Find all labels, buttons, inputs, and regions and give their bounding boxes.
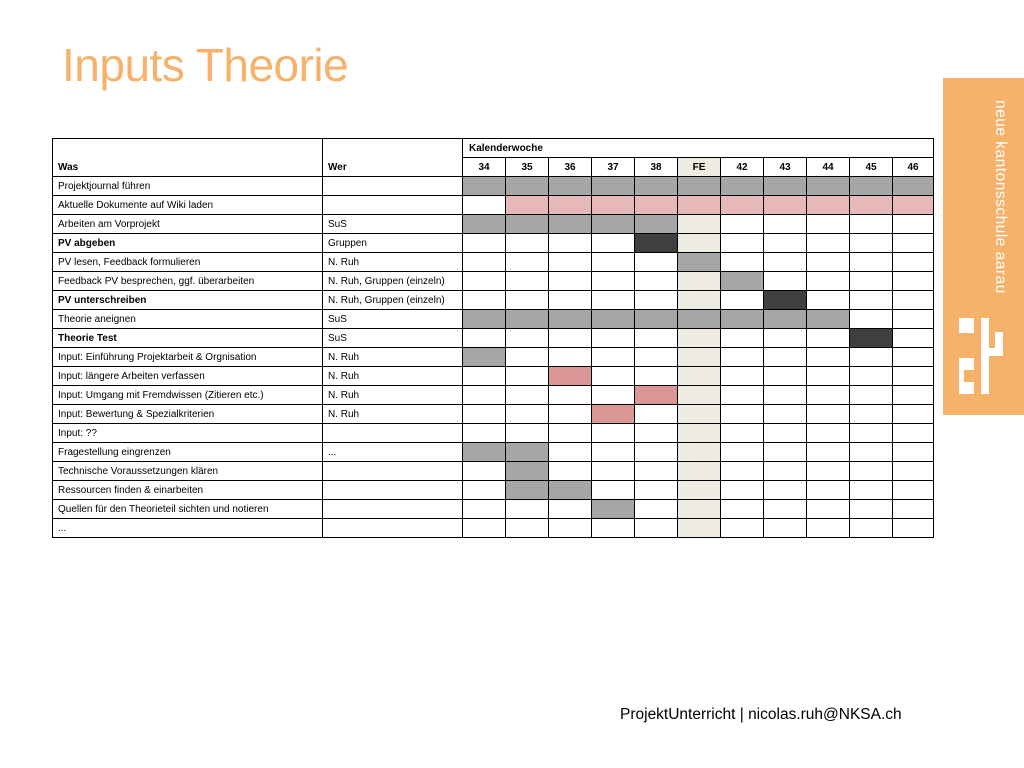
week-cell-42 xyxy=(721,424,764,443)
week-cell-36 xyxy=(549,462,592,481)
week-cell-38 xyxy=(635,253,678,272)
week-cell-37 xyxy=(592,500,635,519)
week-cell-34 xyxy=(463,272,506,291)
week-cell-36 xyxy=(549,481,592,500)
week-cell-44 xyxy=(807,367,850,386)
week-cell-38 xyxy=(635,272,678,291)
week-cell-44 xyxy=(807,196,850,215)
week-cell-45 xyxy=(850,462,893,481)
school-badge xyxy=(943,78,1024,415)
owner-cell xyxy=(323,424,463,443)
week-cell-44 xyxy=(807,234,850,253)
week-cell-45 xyxy=(850,234,893,253)
week-cell-45 xyxy=(850,253,893,272)
week-cell-35 xyxy=(506,177,549,196)
week-cell-44 xyxy=(807,272,850,291)
week-cell-45 xyxy=(850,500,893,519)
week-cell-fe xyxy=(678,386,721,405)
task-cell: Input: Bewertung & Spezialkriterien xyxy=(53,405,323,424)
week-cell-46 xyxy=(893,196,934,215)
week-cell-38 xyxy=(635,177,678,196)
week-cell-43 xyxy=(764,272,807,291)
week-cell-34 xyxy=(463,310,506,329)
task-cell: PV lesen, Feedback formulieren xyxy=(53,253,323,272)
week-cell-fe xyxy=(678,310,721,329)
week-cell-37 xyxy=(592,386,635,405)
table-row xyxy=(53,196,934,215)
week-cell-35 xyxy=(506,405,549,424)
week-cell-34 xyxy=(463,481,506,500)
week-header-45: 45 xyxy=(850,158,893,177)
week-cell-44 xyxy=(807,405,850,424)
table-row xyxy=(53,424,934,443)
week-cell-46 xyxy=(893,481,934,500)
week-cell-35 xyxy=(506,234,549,253)
table-row xyxy=(53,234,934,253)
week-cell-37 xyxy=(592,253,635,272)
week-cell-43 xyxy=(764,500,807,519)
week-cell-45 xyxy=(850,405,893,424)
week-cell-43 xyxy=(764,348,807,367)
week-cell-35 xyxy=(506,367,549,386)
week-header-43: 43 xyxy=(764,158,807,177)
owner-cell: N. Ruh xyxy=(323,405,463,424)
week-cell-37 xyxy=(592,234,635,253)
week-cell-42 xyxy=(721,215,764,234)
week-cell-42 xyxy=(721,272,764,291)
week-cell-37 xyxy=(592,405,635,424)
column-header-wer: Wer xyxy=(323,139,463,177)
week-cell-36 xyxy=(549,348,592,367)
week-cell-35 xyxy=(506,462,549,481)
week-cell-42 xyxy=(721,462,764,481)
week-cell-34 xyxy=(463,253,506,272)
week-cell-36 xyxy=(549,291,592,310)
owner-cell xyxy=(323,500,463,519)
week-cell-35 xyxy=(506,310,549,329)
week-cell-45 xyxy=(850,310,893,329)
week-cell-45 xyxy=(850,177,893,196)
week-cell-43 xyxy=(764,443,807,462)
week-cell-43 xyxy=(764,405,807,424)
week-cell-36 xyxy=(549,177,592,196)
week-cell-fe xyxy=(678,462,721,481)
owner-cell: SuS xyxy=(323,310,463,329)
week-cell-42 xyxy=(721,196,764,215)
owner-cell: N. Ruh xyxy=(323,367,463,386)
week-cell-46 xyxy=(893,462,934,481)
week-cell-42 xyxy=(721,519,764,538)
week-cell-44 xyxy=(807,291,850,310)
week-cell-fe xyxy=(678,443,721,462)
owner-cell: N. Ruh xyxy=(323,348,463,367)
table-row xyxy=(53,500,934,519)
week-cell-fe xyxy=(678,519,721,538)
week-cell-34 xyxy=(463,519,506,538)
week-cell-37 xyxy=(592,481,635,500)
week-cell-34 xyxy=(463,386,506,405)
week-cell-46 xyxy=(893,215,934,234)
week-cell-38 xyxy=(635,424,678,443)
owner-cell: Gruppen xyxy=(323,234,463,253)
week-cell-34 xyxy=(463,215,506,234)
week-cell-35 xyxy=(506,272,549,291)
owner-cell: SuS xyxy=(323,329,463,348)
task-cell: Input: Einführung Projektarbeit & Orgnisation xyxy=(53,348,323,367)
week-cell-44 xyxy=(807,253,850,272)
slide-title: Inputs Theorie xyxy=(62,39,349,91)
week-cell-fe xyxy=(678,500,721,519)
school-name: neue kantonsschule aarau xyxy=(992,100,1009,294)
week-cell-36 xyxy=(549,253,592,272)
week-cell-36 xyxy=(549,329,592,348)
week-cell-46 xyxy=(893,367,934,386)
week-cell-44 xyxy=(807,424,850,443)
week-cell-44 xyxy=(807,500,850,519)
week-cell-36 xyxy=(549,215,592,234)
week-cell-35 xyxy=(506,386,549,405)
week-cell-38 xyxy=(635,405,678,424)
week-cell-44 xyxy=(807,348,850,367)
task-cell: Arbeiten am Vorprojekt xyxy=(53,215,323,234)
task-cell: ... xyxy=(53,519,323,538)
owner-cell xyxy=(323,196,463,215)
week-cell-43 xyxy=(764,196,807,215)
week-cell-38 xyxy=(635,196,678,215)
task-cell: Input: ?? xyxy=(53,424,323,443)
week-cell-34 xyxy=(463,348,506,367)
task-cell: Aktuelle Dokumente auf Wiki laden xyxy=(53,196,323,215)
task-cell: Ressourcen finden & einarbeiten xyxy=(53,481,323,500)
week-cell-36 xyxy=(549,367,592,386)
week-cell-38 xyxy=(635,291,678,310)
week-cell-34 xyxy=(463,462,506,481)
week-cell-42 xyxy=(721,253,764,272)
week-header-34: 34 xyxy=(463,158,506,177)
week-cell-42 xyxy=(721,386,764,405)
week-cell-35 xyxy=(506,348,549,367)
table-row xyxy=(53,405,934,424)
week-cell-34 xyxy=(463,234,506,253)
week-cell-34 xyxy=(463,443,506,462)
week-cell-42 xyxy=(721,329,764,348)
task-cell: PV abgeben xyxy=(53,234,323,253)
week-cell-38 xyxy=(635,462,678,481)
task-cell: PV unterschreiben xyxy=(53,291,323,310)
week-cell-44 xyxy=(807,519,850,538)
week-cell-35 xyxy=(506,291,549,310)
week-cell-43 xyxy=(764,177,807,196)
week-cell-43 xyxy=(764,234,807,253)
week-cell-42 xyxy=(721,443,764,462)
week-cell-43 xyxy=(764,367,807,386)
week-cell-34 xyxy=(463,405,506,424)
week-cell-37 xyxy=(592,424,635,443)
week-cell-36 xyxy=(549,519,592,538)
week-cell-fe xyxy=(678,291,721,310)
column-header-was: Was xyxy=(53,139,323,177)
week-cell-46 xyxy=(893,329,934,348)
week-header-38: 38 xyxy=(635,158,678,177)
week-cell-42 xyxy=(721,367,764,386)
week-cell-37 xyxy=(592,367,635,386)
week-cell-38 xyxy=(635,443,678,462)
week-cell-35 xyxy=(506,519,549,538)
week-cell-34 xyxy=(463,196,506,215)
table-row xyxy=(53,253,934,272)
week-cell-46 xyxy=(893,405,934,424)
week-cell-34 xyxy=(463,291,506,310)
week-cell-37 xyxy=(592,443,635,462)
nks-logo-icon xyxy=(959,318,1005,398)
week-cell-fe xyxy=(678,272,721,291)
week-cell-36 xyxy=(549,196,592,215)
table-row xyxy=(53,443,934,462)
table-row xyxy=(53,386,934,405)
week-cell-37 xyxy=(592,462,635,481)
week-cell-38 xyxy=(635,348,678,367)
week-header-35: 35 xyxy=(506,158,549,177)
week-cell-37 xyxy=(592,348,635,367)
week-cell-46 xyxy=(893,291,934,310)
week-cell-44 xyxy=(807,481,850,500)
week-cell-44 xyxy=(807,462,850,481)
week-cell-43 xyxy=(764,481,807,500)
week-cell-34 xyxy=(463,329,506,348)
week-cell-35 xyxy=(506,481,549,500)
week-cell-43 xyxy=(764,291,807,310)
week-cell-35 xyxy=(506,215,549,234)
week-cell-43 xyxy=(764,462,807,481)
week-cell-44 xyxy=(807,310,850,329)
week-cell-45 xyxy=(850,519,893,538)
owner-cell xyxy=(323,481,463,500)
week-cell-38 xyxy=(635,215,678,234)
week-cell-44 xyxy=(807,443,850,462)
week-cell-45 xyxy=(850,481,893,500)
week-cell-38 xyxy=(635,310,678,329)
week-cell-36 xyxy=(549,272,592,291)
owner-cell xyxy=(323,462,463,481)
week-cell-45 xyxy=(850,386,893,405)
week-cell-fe xyxy=(678,348,721,367)
task-cell: Feedback PV besprechen, ggf. überarbeiten xyxy=(53,272,323,291)
week-cell-37 xyxy=(592,177,635,196)
table-row xyxy=(53,367,934,386)
column-group-kalenderwoche: Kalenderwoche xyxy=(463,139,934,158)
week-cell-45 xyxy=(850,424,893,443)
table-row xyxy=(53,348,934,367)
task-cell: Input: längere Arbeiten verfassen xyxy=(53,367,323,386)
week-cell-36 xyxy=(549,424,592,443)
week-cell-34 xyxy=(463,424,506,443)
table-row xyxy=(53,272,934,291)
week-header-42: 42 xyxy=(721,158,764,177)
week-cell-38 xyxy=(635,234,678,253)
week-cell-38 xyxy=(635,329,678,348)
week-cell-35 xyxy=(506,500,549,519)
week-cell-46 xyxy=(893,272,934,291)
task-cell: Technische Voraussetzungen klären xyxy=(53,462,323,481)
task-cell: Quellen für den Theorieteil sichten und notieren xyxy=(53,500,323,519)
week-cell-46 xyxy=(893,500,934,519)
table-row xyxy=(53,177,934,196)
week-cell-fe xyxy=(678,196,721,215)
table-row xyxy=(53,481,934,500)
owner-cell xyxy=(323,177,463,196)
week-cell-43 xyxy=(764,424,807,443)
week-cell-42 xyxy=(721,481,764,500)
week-header-fe: FE xyxy=(678,158,721,177)
week-cell-42 xyxy=(721,291,764,310)
week-cell-36 xyxy=(549,405,592,424)
week-cell-46 xyxy=(893,348,934,367)
week-cell-35 xyxy=(506,253,549,272)
week-cell-46 xyxy=(893,310,934,329)
task-cell: Input: Umgang mit Fremdwissen (Zitieren etc.) xyxy=(53,386,323,405)
week-cell-38 xyxy=(635,519,678,538)
table-row xyxy=(53,462,934,481)
week-cell-38 xyxy=(635,500,678,519)
week-cell-36 xyxy=(549,443,592,462)
task-cell: Theorie Test xyxy=(53,329,323,348)
week-cell-35 xyxy=(506,329,549,348)
week-cell-45 xyxy=(850,443,893,462)
week-cell-46 xyxy=(893,386,934,405)
week-cell-34 xyxy=(463,500,506,519)
owner-cell: SuS xyxy=(323,215,463,234)
week-cell-36 xyxy=(549,500,592,519)
week-cell-42 xyxy=(721,405,764,424)
week-cell-37 xyxy=(592,272,635,291)
week-cell-44 xyxy=(807,386,850,405)
week-cell-43 xyxy=(764,253,807,272)
week-cell-37 xyxy=(592,519,635,538)
week-cell-46 xyxy=(893,519,934,538)
week-cell-36 xyxy=(549,234,592,253)
week-cell-fe xyxy=(678,481,721,500)
week-cell-fe xyxy=(678,215,721,234)
week-cell-fe xyxy=(678,234,721,253)
task-cell: Theorie aneignen xyxy=(53,310,323,329)
week-cell-45 xyxy=(850,367,893,386)
week-cell-45 xyxy=(850,348,893,367)
owner-cell: N. Ruh xyxy=(323,386,463,405)
week-cell-fe xyxy=(678,424,721,443)
week-cell-44 xyxy=(807,215,850,234)
week-cell-43 xyxy=(764,386,807,405)
table-row xyxy=(53,310,934,329)
table-header-row xyxy=(53,139,934,158)
week-cell-45 xyxy=(850,215,893,234)
week-cell-fe xyxy=(678,177,721,196)
week-cell-45 xyxy=(850,272,893,291)
week-cell-fe xyxy=(678,367,721,386)
task-cell: Fragestellung eingrenzen xyxy=(53,443,323,462)
week-cell-37 xyxy=(592,215,635,234)
task-cell: Projektjournal führen xyxy=(53,177,323,196)
week-header-37: 37 xyxy=(592,158,635,177)
week-cell-46 xyxy=(893,443,934,462)
table-row xyxy=(53,215,934,234)
week-cell-45 xyxy=(850,196,893,215)
week-cell-46 xyxy=(893,177,934,196)
week-cell-44 xyxy=(807,177,850,196)
owner-cell: N. Ruh xyxy=(323,253,463,272)
owner-cell: ... xyxy=(323,443,463,462)
week-header-46: 46 xyxy=(893,158,934,177)
table-row xyxy=(53,329,934,348)
week-cell-34 xyxy=(463,177,506,196)
week-cell-37 xyxy=(592,196,635,215)
planning-table xyxy=(52,138,934,538)
owner-cell: N. Ruh, Gruppen (einzeln) xyxy=(323,272,463,291)
table-row xyxy=(53,519,934,538)
week-cell-35 xyxy=(506,424,549,443)
footer: ProjektUnterricht | nicolas.ruh@NKSA.ch xyxy=(620,706,902,723)
week-cell-43 xyxy=(764,329,807,348)
week-cell-42 xyxy=(721,234,764,253)
week-cell-42 xyxy=(721,177,764,196)
table-row xyxy=(53,291,934,310)
week-cell-43 xyxy=(764,519,807,538)
owner-cell: N. Ruh, Gruppen (einzeln) xyxy=(323,291,463,310)
week-cell-42 xyxy=(721,310,764,329)
week-cell-37 xyxy=(592,329,635,348)
week-cell-36 xyxy=(549,310,592,329)
week-cell-35 xyxy=(506,196,549,215)
week-cell-45 xyxy=(850,329,893,348)
week-cell-37 xyxy=(592,291,635,310)
week-cell-42 xyxy=(721,500,764,519)
week-cell-46 xyxy=(893,424,934,443)
week-cell-45 xyxy=(850,291,893,310)
week-cell-43 xyxy=(764,215,807,234)
week-cell-38 xyxy=(635,481,678,500)
week-cell-fe xyxy=(678,253,721,272)
week-header-36: 36 xyxy=(549,158,592,177)
week-cell-46 xyxy=(893,234,934,253)
week-cell-36 xyxy=(549,386,592,405)
week-cell-fe xyxy=(678,329,721,348)
week-cell-fe xyxy=(678,405,721,424)
week-cell-34 xyxy=(463,367,506,386)
week-cell-42 xyxy=(721,348,764,367)
owner-cell xyxy=(323,519,463,538)
week-cell-38 xyxy=(635,367,678,386)
week-header-44: 44 xyxy=(807,158,850,177)
week-cell-35 xyxy=(506,443,549,462)
week-cell-44 xyxy=(807,329,850,348)
week-cell-43 xyxy=(764,310,807,329)
week-cell-37 xyxy=(592,310,635,329)
week-cell-38 xyxy=(635,386,678,405)
week-cell-46 xyxy=(893,253,934,272)
